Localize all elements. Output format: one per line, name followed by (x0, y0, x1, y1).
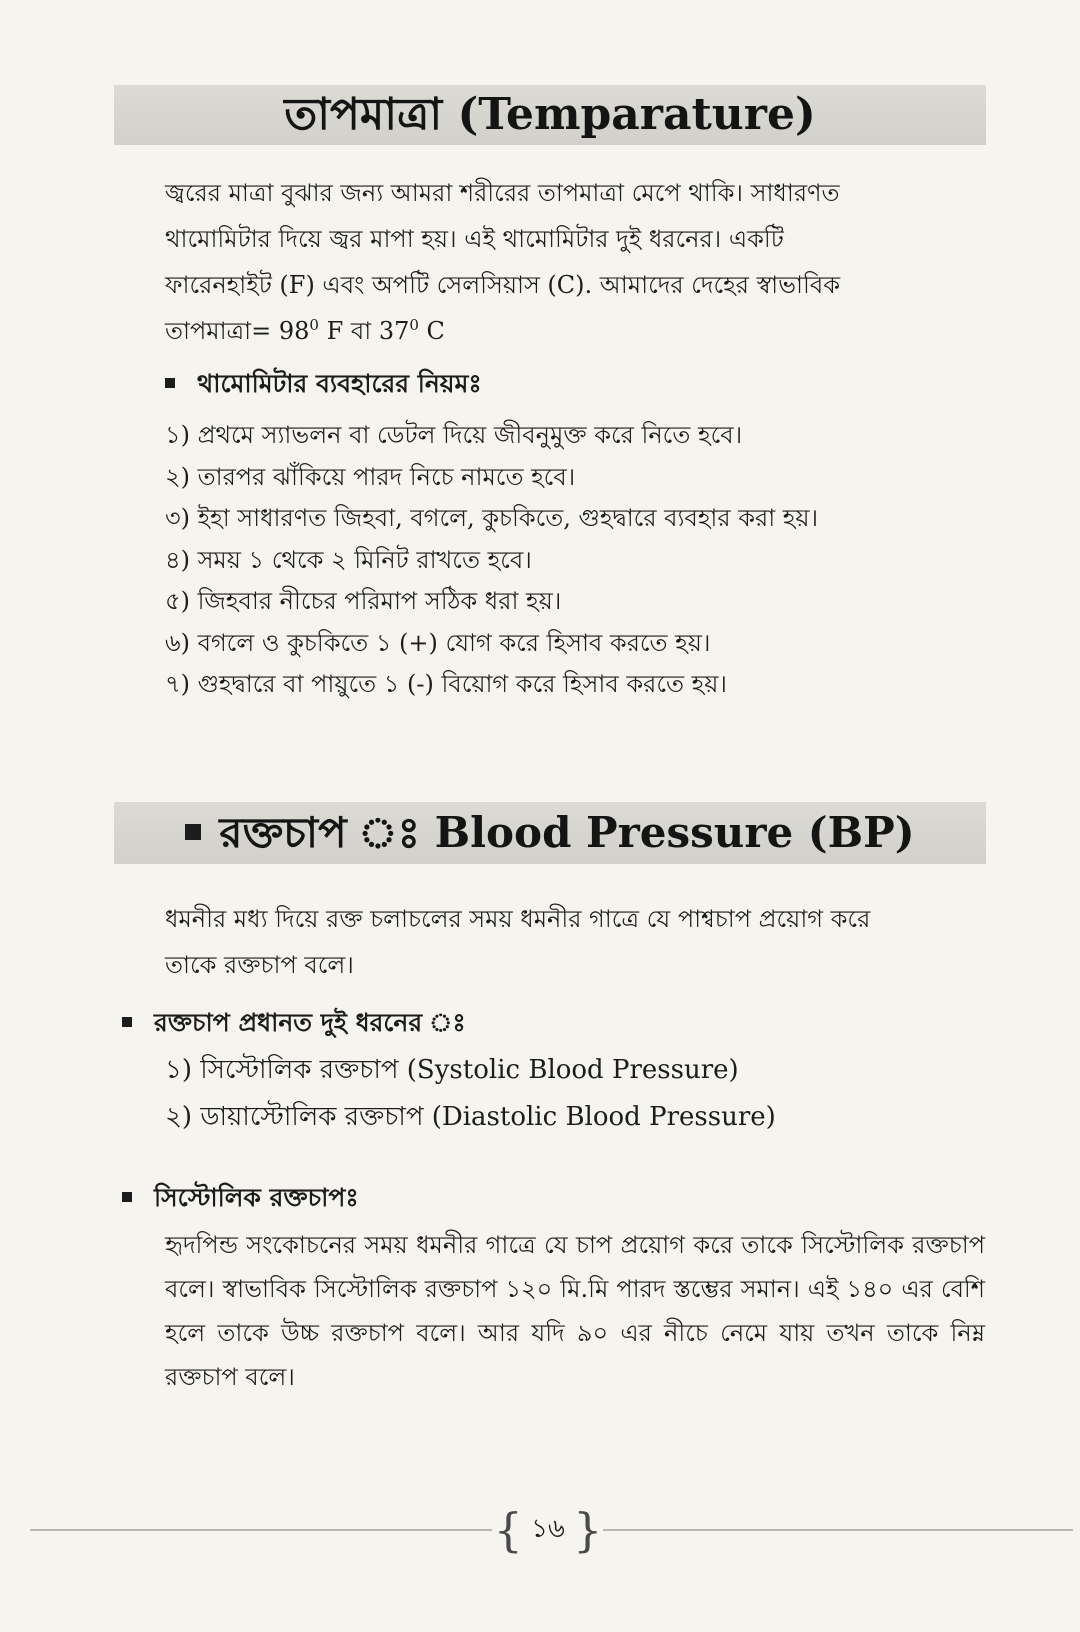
degree-superscript: 0 (309, 316, 319, 334)
thermometer-rules-list (165, 415, 985, 706)
intro-line: ফারেনহাইট (F) এবং অপটি সেলসিয়াস (C). আমাদের দেহের স্বাভাবিক (165, 271, 840, 299)
bp-types-heading-text: রক্তচাপ প্রধানত দুই ধরনের ঃ (154, 1008, 466, 1037)
list-item: ১) প্রথমে স্যাভলন বা ডেটল দিয়ে জীবনুমুক্ত করে নিতে হবে। (165, 421, 743, 449)
systolic-heading (122, 1178, 359, 1221)
footer-rule-left (30, 1529, 492, 1531)
intro-line-normal-temperature (165, 308, 985, 354)
page-number (490, 1503, 606, 1557)
rules-heading-text: থামোমিটার ব্যবহারের নিয়মঃ (197, 369, 482, 398)
intro-line: থামোমিটার দিয়ে জ্বর মাপা হয়। এই থামোমিটার দুই ধরনের। একটি (165, 225, 784, 253)
square-bullet-icon (122, 1192, 132, 1202)
list-item: ২) তারপর ঝাঁকিয়ে পারদ নিচে নামতে হবে। (165, 462, 576, 491)
list-item: ৪) সময় ১ থেকে ২ মিনিট রাখতে হবে। (165, 545, 532, 574)
temp-text: C (418, 317, 445, 345)
square-bullet-icon (165, 378, 175, 388)
square-bullet-icon (122, 1017, 132, 1027)
section-title-text: রক্তচাপ ঃ Blood Pressure (BP) (219, 808, 915, 857)
systolic-paragraph: হৃদপিন্ড সংকোচনের সময় ধমনীর গাত্রে যে চাপ প্রয়োগ করে তাকে সিস্টোলিক রক্তচাপ বলে। স্বাভাবিক সিস্টোলিক রক্তচাপ ১২০ মি.মি পারদ স্তম্ভের সমান। এই ১৪০ এর বেশি হলে তাকে উচ্চ রক্তচাপ বলে। আর যদি ৯০ এর নীচে নেমে যায় তখন তাকে নিম্ন রক্তচাপ বলে। (165, 1231, 985, 1391)
page-number-text: ১৬ (531, 1514, 565, 1544)
list-item: ৫) জিহবার নীচের পরিমাপ সঠিক ধরা হয়। (165, 587, 562, 615)
degree-superscript: 0 (409, 316, 419, 334)
section-title-blood-pressure (114, 802, 986, 864)
bp-types-heading (122, 1003, 466, 1046)
left-brace-icon: { (493, 1503, 523, 1557)
temperature-intro (165, 170, 985, 354)
intro-line: ধমনীর মধ্য দিয়ে রক্ত চলাচলের সময় ধমনীর গাত্রে যে পাশ্বচাপ প্রয়োগ করে (165, 905, 871, 933)
square-bullet-icon (185, 824, 201, 840)
list-item: ২) ডায়াস্টোলিক রক্তচাপ (Diastolic Blood Pressure) (165, 1102, 776, 1132)
list-item: ৩) ইহা সাধারণত জিহবা, বগলে, কুচকিতে, গুহদ্বারে ব্যবহার করা হয়। (165, 504, 819, 532)
section-title-temperature: তাপমাত্রা (Temparature) (114, 85, 986, 145)
list-item: ১) সিস্টোলিক রক্তচাপ (Systolic Blood Pressure) (165, 1055, 739, 1085)
blood-pressure-intro (165, 896, 985, 988)
temp-text: F বা 37 (318, 317, 410, 345)
temp-text: তাপমাত্রা= 98 (165, 317, 310, 345)
intro-line: জ্বরের মাত্রা বুঝার জন্য আমরা শরীরের তাপমাত্রা মেপে থাকি। সাধারণত (165, 179, 840, 207)
intro-line: তাকে রক্তচাপ বলে। (165, 951, 354, 979)
right-brace-icon: } (573, 1503, 603, 1557)
rules-heading (165, 364, 482, 407)
list-item: ৭) গুহদ্বারে বা পায়ুতে ১ (-) বিয়োগ করে হিসাব করতে হয়। (165, 670, 727, 698)
systolic-heading-text: সিস্টোলিক রক্তচাপঃ (154, 1183, 359, 1212)
footer-rule-right (603, 1529, 1073, 1531)
bp-types-list (165, 1047, 776, 1141)
list-item: ৬) বগলে ও কুচকিতে ১ (+) যোগ করে হিসাব করতে হয়। (165, 628, 711, 657)
